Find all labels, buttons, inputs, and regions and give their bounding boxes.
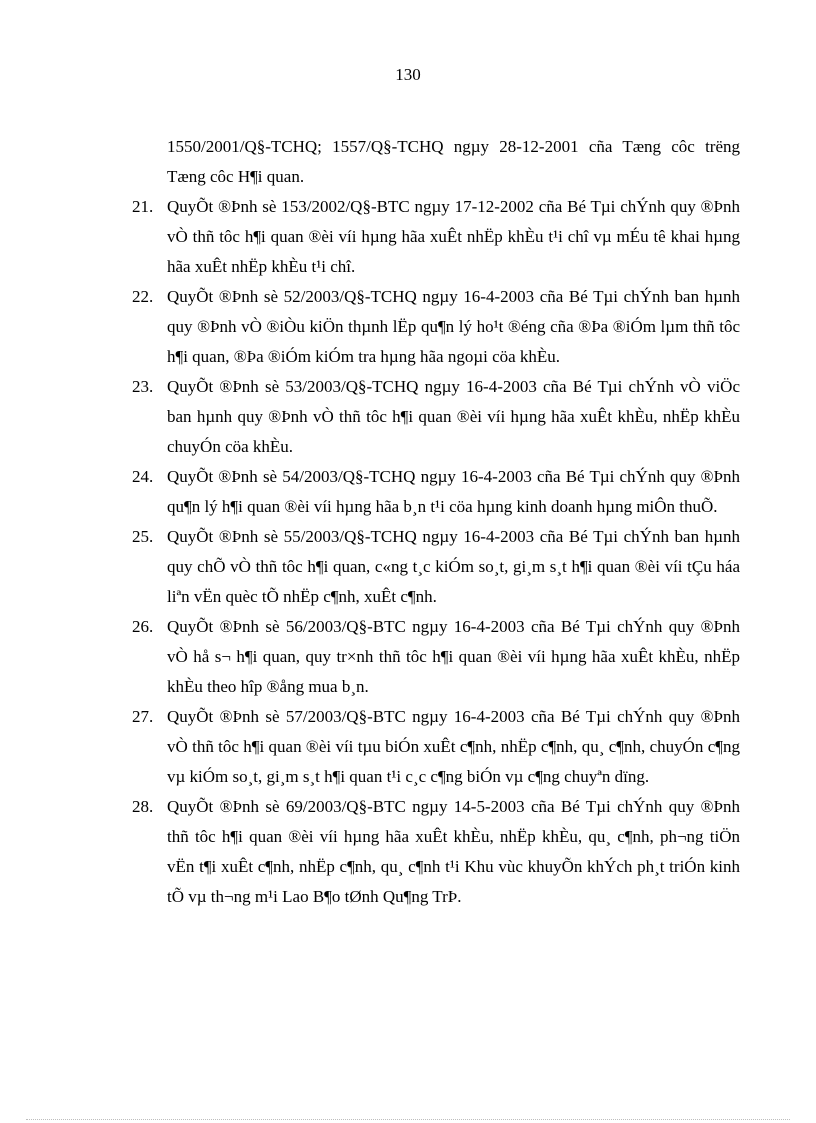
reference-number: 22.	[132, 287, 154, 306]
reference-text: QuyÕt ®Þnh sè 69/2003/Q§-BTC ngµy 14-5-2003 cña Bé Tµi chÝnh quy ®Þnh thñ tôc h¶i quan ®èi víi hµng hãa xuÊt khÈu, nhËp khÈu, qu¸ c¶nh, ph¬ng tiÖn vËn t¶i xuÊt c¶nh, nhËp c¶nh, qu¸ c¶nh t¹i Khu vùc khuyÕn khÝch ph¸t triÓn kinh tÕ vµ th¬ng m¹i Lao B¶o tØnh Qu¶ng TrÞ.	[167, 797, 740, 906]
reference-number: 23.	[132, 377, 154, 396]
page-number: 130	[395, 65, 421, 84]
reference-item-24	[132, 462, 740, 522]
reference-list	[132, 132, 740, 912]
reference-item-27	[132, 702, 740, 792]
reference-number: 21.	[132, 197, 154, 216]
reference-item-28	[132, 792, 740, 912]
reference-text: QuyÕt ®Þnh sè 56/2003/Q§-BTC ngµy 16-4-2003 cña Bé Tµi chÝnh quy ®Þnh vÒ hå s¬ h¶i quan, quy tr×nh thñ tôc h¶i quan ®èi víi hµng hãa xuÊt khÈu, nhËp khÈu theo hîp ®ång mua b¸n.	[167, 617, 740, 696]
reference-number: 24.	[132, 467, 154, 486]
page-bottom-divider	[26, 1119, 790, 1120]
reference-item-21	[132, 192, 740, 282]
reference-text: QuyÕt ®Þnh sè 53/2003/Q§-TCHQ ngµy 16-4-2003 cña Bé Tµi chÝnh vÒ viÖc ban hµnh quy ®Þnh vÒ thñ tôc h¶i quan ®èi víi hµng hãa xuÊt khÈu, nhËp khÈu chuyÓn cöa khÈu.	[167, 377, 740, 456]
reference-number: 28.	[132, 797, 154, 816]
reference-text: QuyÕt ®Þnh sè 52/2003/Q§-TCHQ ngµy 16-4-2003 cña Bé Tµi chÝnh ban hµnh quy ®Þnh vÒ ®iÒu kiÖn thµnh lËp qu¶n lý ho¹t ®éng cña ®Þa ®iÓm lµm thñ tôc h¶i quan, ®Þa ®iÓm kiÓm tra hµng hãa ngoµi cöa khÈu.	[167, 287, 740, 366]
reference-text: QuyÕt ®Þnh sè 153/2002/Q§-BTC ngµy 17-12-2002 cña Bé Tµi chÝnh quy ®Þnh vÒ thñ tôc h¶i quan ®èi víi hµng hãa xuÊt nhËp khÈu t¹i chî vµ mÉu tê khai hµng hãa xuÊt nhËp khÈu t¹i chî.	[167, 197, 740, 276]
reference-item-22	[132, 282, 740, 372]
continued-reference-text: 1550/2001/Q§-TCHQ; 1557/Q§-TCHQ ngµy 28-12-2001 cña Tæng côc trëng Tæng côc H¶i quan.	[167, 137, 740, 186]
reference-number: 25.	[132, 527, 154, 546]
reference-number: 26.	[132, 617, 154, 636]
reference-item-25	[132, 522, 740, 612]
reference-item-26	[132, 612, 740, 702]
reference-number: 27.	[132, 707, 154, 726]
reference-text: QuyÕt ®Þnh sè 57/2003/Q§-BTC ngµy 16-4-2003 cña Bé Tµi chÝnh quy ®Þnh vÒ thñ tôc h¶i quan ®èi víi tµu biÓn xuÊt c¶nh, nhËp c¶nh, qu¸ c¶nh, chuyÓn c¶ng vµ kiÓm so¸t, gi¸m s¸t h¶i quan t¹i c¸c c¶ng biÓn vµ c¶ng chuyªn dïng.	[167, 707, 740, 786]
reference-item-23	[132, 372, 740, 462]
reference-text: QuyÕt ®Þnh sè 55/2003/Q§-TCHQ ngµy 16-4-2003 cña Bé Tµi chÝnh ban hµnh quy chÕ vÒ thñ tôc h¶i quan, c«ng t¸c kiÓm so¸t, gi¸m s¸t h¶i quan ®èi víi tÇu háa liªn vËn quèc tÕ nhËp c¶nh, xuÊt c¶nh.	[167, 527, 740, 606]
reference-text: QuyÕt ®Þnh sè 54/2003/Q§-TCHQ ngµy 16-4-2003 cña Bé Tµi chÝnh quy ®Þnh qu¶n lý h¶i quan ®èi víi hµng hãa b¸n t¹i cöa hµng kinh doanh hµng miÔn thuÕ.	[167, 467, 740, 516]
